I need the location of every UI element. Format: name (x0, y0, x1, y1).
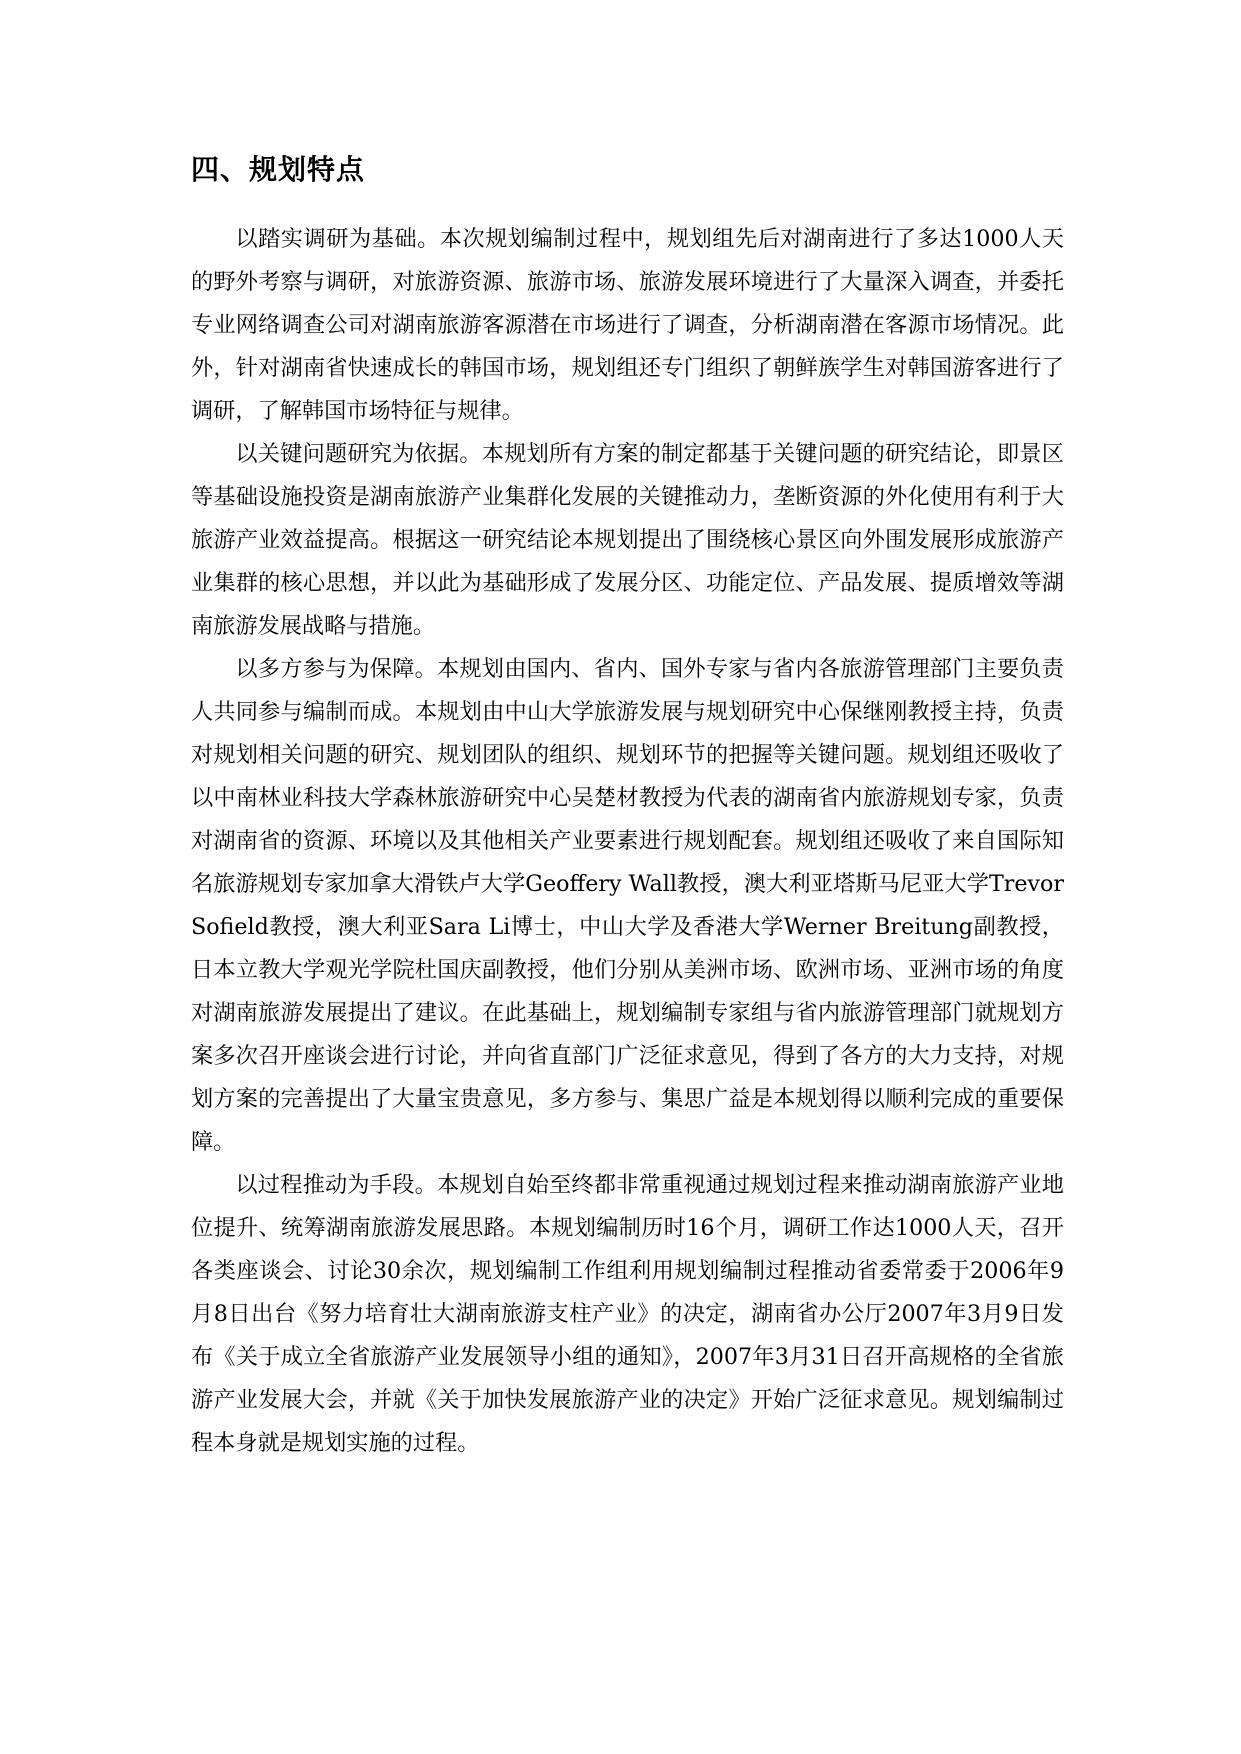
section-heading: 四、规划特点 (191, 153, 366, 186)
document-page (191, 150, 1064, 1465)
paragraph-research-basis: 以踏实调研为基础。本次规划编制过程中，规划组先后对湖南进行了多达1000人天的野外考察与调研，对旅游资源、旅游市场、旅游发展环境进行了大量深入调查，并委托专业网络调查公司对湖南旅游客源潜在市场进行了调查，分析湖南潜在客源市场情况。此外，针对湖南省快速成长的韩国市场，规划组还专门组织了朝鲜族学生对韩国游客进行了调研，了解韩国市场特征与规律。 (191, 226, 1064, 424)
paragraph-process-driven: 以过程推动为手段。本规划自始至终都非常重视通过规划过程来推动湖南旅游产业地位提升、统筹湖南旅游发展思路。本规划编制历时16个月，调研工作达1000人天，召开各类座谈会、讨论30余次，规划编制工作组利用规划编制过程推动省委常委于2006年9月8日出台《努力培育壮大湖南旅游支柱产业》的决定，湖南省办公厅2007年3月9日发布《关于成立全省旅游产业发展领导小组的通知》，2007年3月31日召开高规格的全省旅游产业发展大会，并就《关于加快发展旅游产业的决定》开始广泛征求意见。规划编制过程本身就是规划实施的过程。 (191, 1172, 1064, 1456)
paragraph-multi-party: 以多方参与为保障。本规划由国内、省内、国外专家与省内各旅游管理部门主要负责人共同参与编制而成。本规划由中山大学旅游发展与规划研究中心保继刚教授主持，负责对规划相关问题的研究、规划团队的组织、规划环节的把握等关键问题。规划组还吸收了以中南林业科技大学森林旅游研究中心吴楚材教授为代表的湖南省内旅游规划专家，负责对湖南省的资源、环境以及其他相关产业要素进行规划配套。规划组还吸收了来自国际知名旅游规划专家加拿大滑铁卢大学Geoffery Wall教授，澳大利亚塔斯马尼亚大学Trevor Sofield教授，澳大利亚Sara Li博士，中山大学及香港大学Werner Breitung副教授，日本立教大学观光学院杜国庆副教授，他们分别从美洲市场、欧洲市场、亚洲市场的角度对湖南旅游发展提出了建议。在此基础上，规划编制专家组与省内旅游管理部门就规划方案多次召开座谈会进行讨论，并向省直部门广泛征求意见，得到了各方的大力支持，对规划方案的完善提出了大量宝贵意见，多方参与、集思广益是本规划得以顺利完成的重要保障。 (191, 656, 1064, 1155)
paragraph-key-issues: 以关键问题研究为依据。本规划所有方案的制定都基于关键问题的研究结论，即景区等基础设施投资是湖南旅游产业集群化发展的关键推动力，垄断资源的外化使用有利于大旅游产业效益提高。根据这一研究结论本规划提出了围绕核心景区向外围发展形成旅游产业集群的核心思想，并以此为基础形成了发展分区、功能定位、产品发展、提质增效等湖南旅游发展战略与措施。 (191, 441, 1064, 639)
